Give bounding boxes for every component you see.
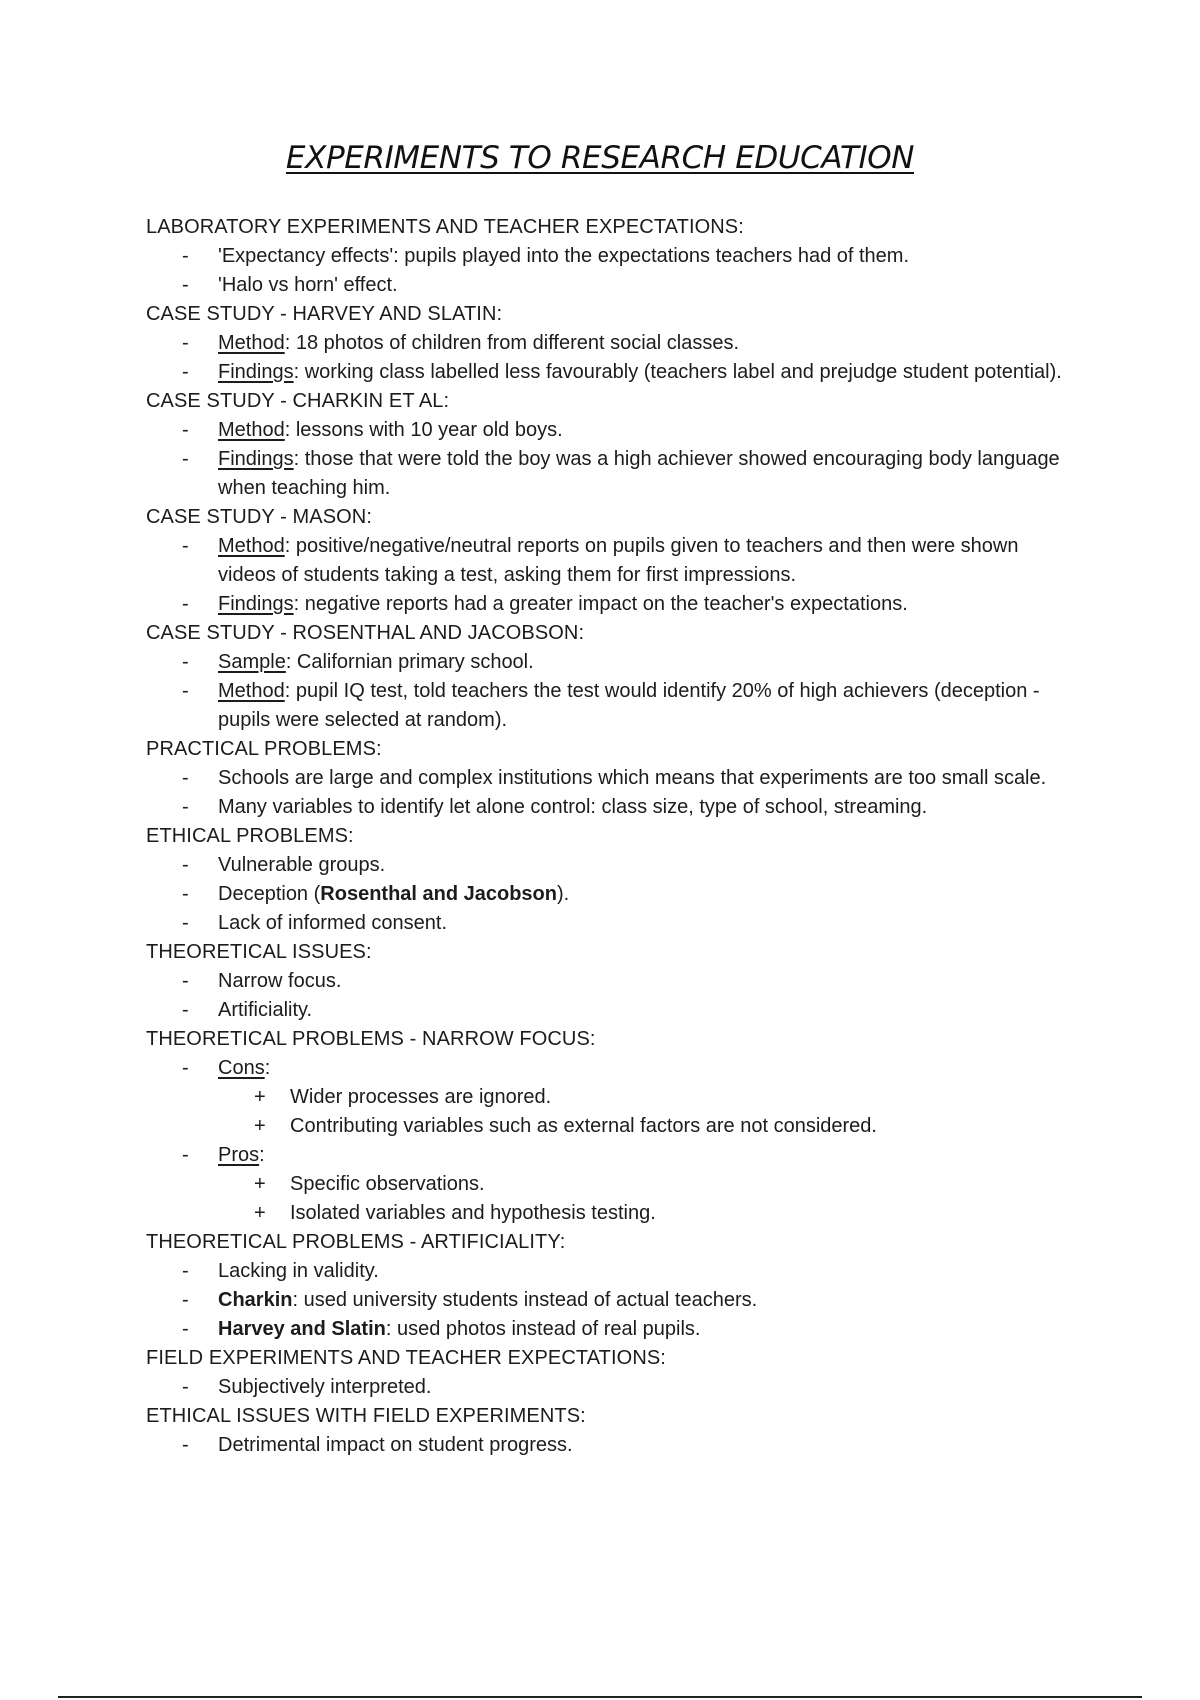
item-text: : used photos instead of real pupils. <box>385 1318 701 1340</box>
bullet-list <box>146 764 1076 822</box>
item-label: Findings <box>218 593 294 615</box>
list-item <box>146 1315 1076 1344</box>
section-heading: CASE STUDY - MASON: <box>146 506 373 528</box>
section <box>146 300 1076 387</box>
section-heading: CASE STUDY - CHARKIN ET AL: <box>146 390 450 412</box>
document-title-text: EXPERIMENTS TO RESEARCH EDUCATION <box>285 140 915 176</box>
bullet-list <box>146 1257 1076 1344</box>
bullet-list <box>146 1431 1076 1460</box>
section <box>146 1025 1076 1228</box>
item-label: Findings <box>218 361 294 383</box>
bullet-list <box>146 1054 1076 1228</box>
section-heading: THEORETICAL PROBLEMS - NARROW FOCUS: <box>146 1028 596 1050</box>
list-item <box>146 996 1076 1025</box>
item-text: : those that were told the boy was a high achiever showed encouraging body language when teaching him. <box>218 448 1060 499</box>
footer-divider <box>58 1696 1142 1698</box>
section-heading: ETHICAL ISSUES WITH FIELD EXPERIMENTS: <box>146 1405 586 1427</box>
item-bold-term: Charkin <box>218 1289 293 1311</box>
list-item <box>146 445 1076 503</box>
list-item <box>146 1373 1076 1402</box>
item-text: : negative reports had a greater impact on the teacher's expectations. <box>293 593 908 615</box>
item-bold-term: Rosenthal and Jacobson <box>320 883 557 905</box>
list-item <box>146 851 1076 880</box>
item-text: : Californian primary school. <box>285 651 534 673</box>
list-item <box>146 329 1076 358</box>
section <box>146 1228 1076 1344</box>
item-text: : pupil IQ test, told teachers the test would identify 20% of high achievers (deception - pupils were selected at random). <box>218 680 1040 731</box>
list-item <box>146 677 1076 735</box>
item-text: : 18 photos of children from different social classes. <box>284 332 740 354</box>
item-label: Method <box>218 332 285 354</box>
item-text: 'Halo vs horn' effect. <box>218 274 398 296</box>
item-label: Cons <box>218 1057 265 1079</box>
item-text: : positive/negative/neutral reports on pupils given to teachers and then were shown videos of students taking a test, asking them for first impressions. <box>218 535 1019 586</box>
section <box>146 619 1076 735</box>
bullet-list <box>146 329 1076 387</box>
item-label: Method <box>218 419 285 441</box>
sub-list-item: + Contributing variables such as external factors are not considered. <box>218 1112 1076 1141</box>
section-heading: THEORETICAL ISSUES: <box>146 941 372 963</box>
item-text: Subjectively interpreted. <box>218 1376 432 1398</box>
list-item <box>146 880 1076 909</box>
list-item <box>146 1257 1076 1286</box>
bullet-list <box>146 242 1076 300</box>
list-item <box>146 590 1076 619</box>
sub-list-item: + Isolated variables and hypothesis testing. <box>218 1199 1076 1228</box>
bullet-list <box>146 1373 1076 1402</box>
sub-list <box>218 1083 1076 1141</box>
section <box>146 938 1076 1025</box>
item-text: Lacking in validity. <box>218 1260 379 1282</box>
section-heading: FIELD EXPERIMENTS AND TEACHER EXPECTATIONS: <box>146 1347 666 1369</box>
item-label: Method <box>218 680 285 702</box>
list-item <box>146 532 1076 590</box>
section <box>146 1402 1076 1460</box>
section <box>146 213 1076 300</box>
item-text: : <box>264 1057 271 1079</box>
item-text: Narrow focus. <box>218 970 342 992</box>
section-heading: CASE STUDY - ROSENTHAL AND JACOBSON: <box>146 622 585 644</box>
document-title <box>0 138 1200 178</box>
list-item <box>146 1431 1076 1460</box>
item-text: Artificiality. <box>218 999 313 1021</box>
item-text-prefix: Deception ( <box>218 883 321 905</box>
item-text: Schools are large and complex institutions which means that experiments are too small scale. <box>218 767 1047 789</box>
list-item <box>146 1141 1076 1228</box>
sub-list <box>218 1170 1076 1228</box>
item-text: : <box>259 1144 265 1166</box>
list-item <box>146 242 1076 271</box>
bullet-list <box>146 648 1076 735</box>
section-heading: THEORETICAL PROBLEMS - ARTIFICIALITY: <box>146 1231 566 1253</box>
item-text: Vulnerable groups. <box>218 854 386 876</box>
list-item <box>146 909 1076 938</box>
list-item <box>146 1054 1076 1141</box>
item-label: Sample <box>218 651 286 673</box>
bullet-list <box>146 532 1076 619</box>
item-text: : lessons with 10 year old boys. <box>284 419 563 441</box>
section <box>146 735 1076 822</box>
section <box>146 387 1076 503</box>
item-label: Findings <box>218 448 294 470</box>
item-text: Detrimental impact on student progress. <box>218 1434 573 1456</box>
item-label: Method <box>218 535 285 557</box>
item-label: Pros <box>218 1144 260 1166</box>
item-text: : working class labelled less favourably (teachers label and prejudge student potential). <box>293 361 1062 383</box>
document-body <box>146 213 1076 1460</box>
item-text: 'Expectancy effects': pupils played into the expectations teachers had of them. <box>218 245 910 267</box>
sub-list-item: + Wider processes are ignored. <box>218 1083 1076 1112</box>
item-text: Many variables to identify let alone control: class size, type of school, streaming. <box>218 796 928 818</box>
list-item <box>146 358 1076 387</box>
section-heading: PRACTICAL PROBLEMS: <box>146 738 382 760</box>
list-item <box>146 793 1076 822</box>
bullet-list <box>146 851 1076 938</box>
section-heading: CASE STUDY - HARVEY AND SLATIN: <box>146 303 503 325</box>
list-item <box>146 967 1076 996</box>
bullet-list <box>146 967 1076 1025</box>
list-item <box>146 416 1076 445</box>
section <box>146 1344 1076 1402</box>
list-item <box>146 764 1076 793</box>
section <box>146 822 1076 938</box>
list-item <box>146 1286 1076 1315</box>
list-item <box>146 648 1076 677</box>
item-text: ). <box>557 883 570 905</box>
sub-list-item: + Specific observations. <box>218 1170 1076 1199</box>
section-heading: ETHICAL PROBLEMS: <box>146 825 354 847</box>
section <box>146 503 1076 619</box>
item-text: Lack of informed consent. <box>218 912 448 934</box>
item-text: : used university students instead of actual teachers. <box>292 1289 758 1311</box>
bullet-list <box>146 416 1076 503</box>
section-heading: LABORATORY EXPERIMENTS AND TEACHER EXPECTATIONS: <box>146 216 744 238</box>
list-item <box>146 271 1076 300</box>
item-bold-term: Harvey and Slatin <box>218 1318 386 1340</box>
